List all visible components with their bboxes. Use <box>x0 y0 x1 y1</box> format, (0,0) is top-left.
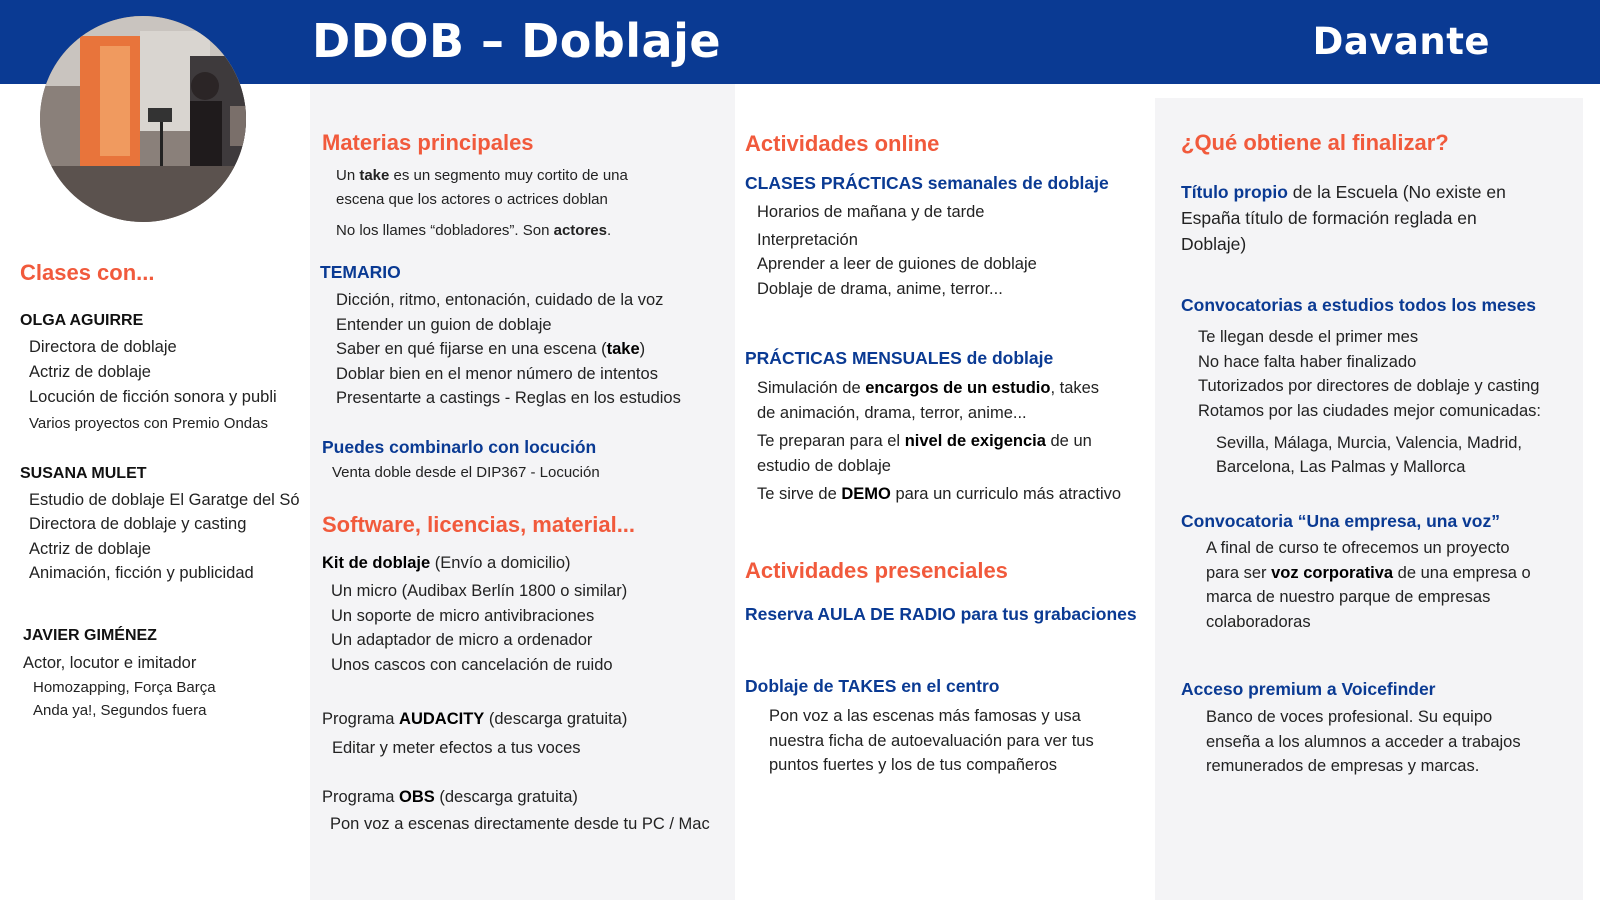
actors-note <box>336 219 611 242</box>
convoc-item: No hace falta haber finalizado <box>1198 353 1417 371</box>
text-bold: nivel de exigencia <box>904 432 1046 450</box>
text-part: de la Escuela (No existe en <box>1287 182 1506 202</box>
cities-line: Sevilla, Málaga, Murcia, Valencia, Madrid, <box>1216 434 1522 452</box>
take-definition-line-2: escena que los actores o actrices doblan <box>336 191 608 208</box>
empresa-heading: Convocatoria “Una empresa, una voz” <box>1181 511 1500 531</box>
titulo-line-3: Doblaje) <box>1181 234 1247 254</box>
text-part: de un <box>1045 432 1092 450</box>
temario-heading: TEMARIO <box>320 262 401 282</box>
combo-text: Venta doble desde el DIP367 - Locución <box>332 464 600 481</box>
teacher-detail: Estudio de doblaje El Garatge del Só <box>29 491 300 509</box>
text-part: de una empresa o <box>1393 564 1531 582</box>
text-part: ) <box>639 340 646 358</box>
empresa-line: A final de curso te ofrecemos un proyecto <box>1206 539 1510 557</box>
teachers-heading: Clases con... <box>20 260 155 285</box>
kit-title <box>322 551 571 576</box>
text-part: Te sirve de <box>757 485 842 503</box>
text-bold: DEMO <box>841 485 891 503</box>
teacher-name: SUSANA MULET <box>20 465 147 482</box>
obs-desc: Pon voz a escenas directamente desde tu PC / Mac <box>330 815 710 833</box>
teacher-name: JAVIER GIMÉNEZ <box>23 627 157 644</box>
teacher-detail: Actriz de doblaje <box>29 363 151 381</box>
takes-line: puntos fuertes y los de tus compañeros <box>769 756 1057 774</box>
text-part: (descarga gratuita) <box>484 710 628 728</box>
kit-item: Unos cascos con cancelación de ruido <box>331 656 613 674</box>
text-bold: actores <box>553 222 607 239</box>
text-bold: Kit de doblaje <box>322 554 431 572</box>
activities-panel <box>735 84 1155 900</box>
titulo-line-1 <box>1181 179 1506 205</box>
teacher-detail: Locución de ficción sonora y publi <box>29 388 277 406</box>
clases-item: Horarios de mañana y de tarde <box>757 203 985 221</box>
text-part: . <box>606 222 612 239</box>
finalizar-heading: ¿Qué obtiene al finalizar? <box>1181 130 1449 155</box>
practicas-item: estudio de doblaje <box>757 457 891 475</box>
combo-heading: Puedes combinarlo con locución <box>322 437 597 457</box>
teacher-detail: Varios proyectos con Premio Ondas <box>29 415 268 432</box>
titulo-line-2: España título de formación reglada en <box>1181 208 1477 228</box>
text-part: para ser <box>1206 564 1272 582</box>
clases-heading: CLASES PRÁCTICAS semanales de doblaje <box>745 173 1109 193</box>
kit-item: Un soporte de micro antivibraciones <box>331 607 595 625</box>
text-part: Te preparan para el <box>757 432 905 450</box>
logo-text: avante <box>1343 20 1490 63</box>
take-definition-line-1 <box>336 164 628 187</box>
voicefinder-heading: Acceso premium a Voicefinder <box>1181 679 1436 699</box>
text-part: Programa <box>322 710 400 728</box>
teacher-detail: Directora de doblaje <box>29 338 177 356</box>
practicas-heading: PRÁCTICAS MENSUALES de doblaje <box>745 348 1054 368</box>
voicefinder-line: enseña a los alumnos a acceder a trabajos <box>1206 733 1521 751</box>
practicas-item <box>757 429 1092 454</box>
temario-item: Presentarte a castings - Reglas en los estudios <box>336 389 681 407</box>
header-bar <box>0 0 1600 84</box>
temario-item: Entender un guion de doblaje <box>336 316 552 334</box>
text-bold: take <box>359 167 390 184</box>
results-panel <box>1155 98 1583 900</box>
text-bold: Título propio <box>1181 182 1288 202</box>
teacher-detail: Directora de doblaje y casting <box>29 515 247 533</box>
teacher-detail: Actriz de doblaje <box>29 540 151 558</box>
text-part: Saber en qué fijarse en una escena ( <box>336 340 607 358</box>
text-part: (descarga gratuita) <box>434 788 578 806</box>
cities-line: Barcelona, Las Palmas y Mallorca <box>1216 458 1466 476</box>
convoc-item: Rotamos por las ciudades mejor comunicadas: <box>1198 402 1541 420</box>
teacher-detail: Homozapping, Força Barça <box>33 679 216 696</box>
text-part: Programa <box>322 788 400 806</box>
takes-line: Pon voz a las escenas más famosas y usa <box>769 707 1081 725</box>
clases-item: Interpretación <box>757 231 858 249</box>
empresa-line: marca de nuestro parque de empresas <box>1206 588 1491 606</box>
takes-line: nuestra ficha de autoevaluación para ver tus <box>769 732 1094 750</box>
presencial-heading: Actividades presenciales <box>745 558 1008 583</box>
radio-heading: Reserva AULA DE RADIO para tus grabaciones <box>745 604 1137 624</box>
text-bold: encargos de un estudio <box>865 379 1051 397</box>
text-bold: OBS <box>399 788 435 806</box>
practicas-item <box>757 482 1121 507</box>
teacher-detail: Animación, ficción y publicidad <box>29 564 254 582</box>
text-part: Un <box>336 167 360 184</box>
practicas-item: de animación, drama, terror, anime... <box>757 404 1027 422</box>
audacity-desc: Editar y meter efectos a tus voces <box>332 739 581 757</box>
teacher-detail: Actor, locutor e imitador <box>23 654 197 672</box>
classroom-photo <box>40 16 246 222</box>
classroom-photo-icon <box>40 16 246 222</box>
teacher-name: OLGA AGUIRRE <box>20 312 144 329</box>
materias-heading: Materias principales <box>322 130 534 155</box>
empresa-line: colaboradoras <box>1206 613 1311 631</box>
convoc-heading: Convocatorias a estudios todos los meses <box>1181 295 1536 315</box>
materias-panel <box>310 84 735 900</box>
convoc-item: Te llegan desde el primer mes <box>1198 328 1419 346</box>
obs-title <box>322 785 578 810</box>
teacher-detail: Anda ya!, Segundos fuera <box>33 702 207 719</box>
temario-item <box>336 337 645 362</box>
page-title: DDOB – Doblaje <box>312 14 722 68</box>
voicefinder-line: Banco de voces profesional. Su equipo <box>1206 708 1493 726</box>
text-part: , takes <box>1050 379 1100 397</box>
text-part: es un segmento muy cortito de una <box>389 167 628 184</box>
takes-heading: Doblaje de TAKES en el centro <box>745 676 1000 696</box>
davante-logo <box>1313 20 1490 63</box>
empresa-line <box>1206 561 1531 586</box>
text-part: No los llames “dobladores”. Son <box>336 222 554 239</box>
voicefinder-line: remunerados de empresas y marcas. <box>1206 757 1480 775</box>
logo-mark-icon: D <box>1312 20 1344 63</box>
text-part: (Envío a domicilio) <box>430 554 571 572</box>
text-bold: take <box>606 340 640 358</box>
audacity-title <box>322 707 627 732</box>
text-bold: AUDACITY <box>399 710 485 728</box>
text-part: para un curriculo más atractivo <box>890 485 1122 503</box>
online-heading: Actividades online <box>745 131 940 156</box>
software-heading: Software, licencias, material... <box>322 512 636 537</box>
clases-item: Aprender a leer de guiones de doblaje <box>757 255 1037 273</box>
kit-item: Un micro (Audibax Berlín 1800 o similar) <box>331 582 628 600</box>
temario-item: Doblar bien en el menor número de intentos <box>336 365 658 383</box>
text-bold: voz corporativa <box>1271 564 1394 582</box>
temario-item: Dicción, ritmo, entonación, cuidado de la voz <box>336 291 664 309</box>
practicas-item <box>757 376 1099 401</box>
kit-item: Un adaptador de micro a ordenador <box>331 631 593 649</box>
clases-item: Doblaje de drama, anime, terror... <box>757 280 1003 298</box>
convoc-item: Tutorizados por directores de doblaje y casting <box>1198 377 1540 395</box>
text-part: Simulación de <box>757 379 866 397</box>
